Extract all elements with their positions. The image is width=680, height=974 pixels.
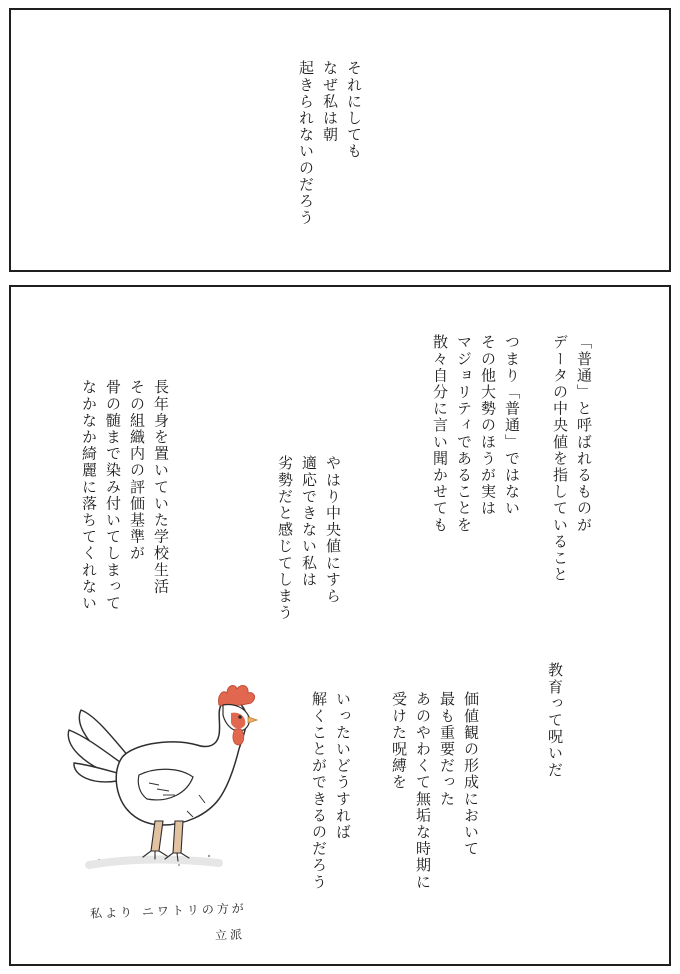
comic-panel-2 [9,285,671,966]
panel2-text-block-3: 長年身を置いていた学校生活 その組織内の評価基準が 骨の髄まで染み付いてしまって なかなか綺麗に落ちてくれない [80,379,170,612]
panel2-text-block-6: いったいどうすれば 解くことができるのだろう [310,691,352,891]
panel2-text-block-2: やはり中央値にすら 適応できない私は 劣勢だと感じてしまう [276,455,342,621]
panel2-text-block-5: 価値観の形成において 最も重要だった あのやわくて無垢な時期に 受けた呪縛を [390,691,480,891]
panel2-text-block-4: 教育って呪いだ [546,662,564,779]
comic-panel-1 [9,8,671,272]
illustration-caption-line-1: 私より ニワトリの方が [89,901,248,921]
panel2-text-block-1: 「普通」と呼ばれるものが データの中央値を指していること つまり「普通」ではない その他大勢のほうが実は マジョリティであることを 散々自分に言い聞かせても [431,334,593,583]
panel1-text: それにしても なぜ私は朝 起きられないのだろう [297,60,363,226]
illustration-caption-line-2: 立派 [214,927,246,943]
rooster-icon [59,675,279,890]
